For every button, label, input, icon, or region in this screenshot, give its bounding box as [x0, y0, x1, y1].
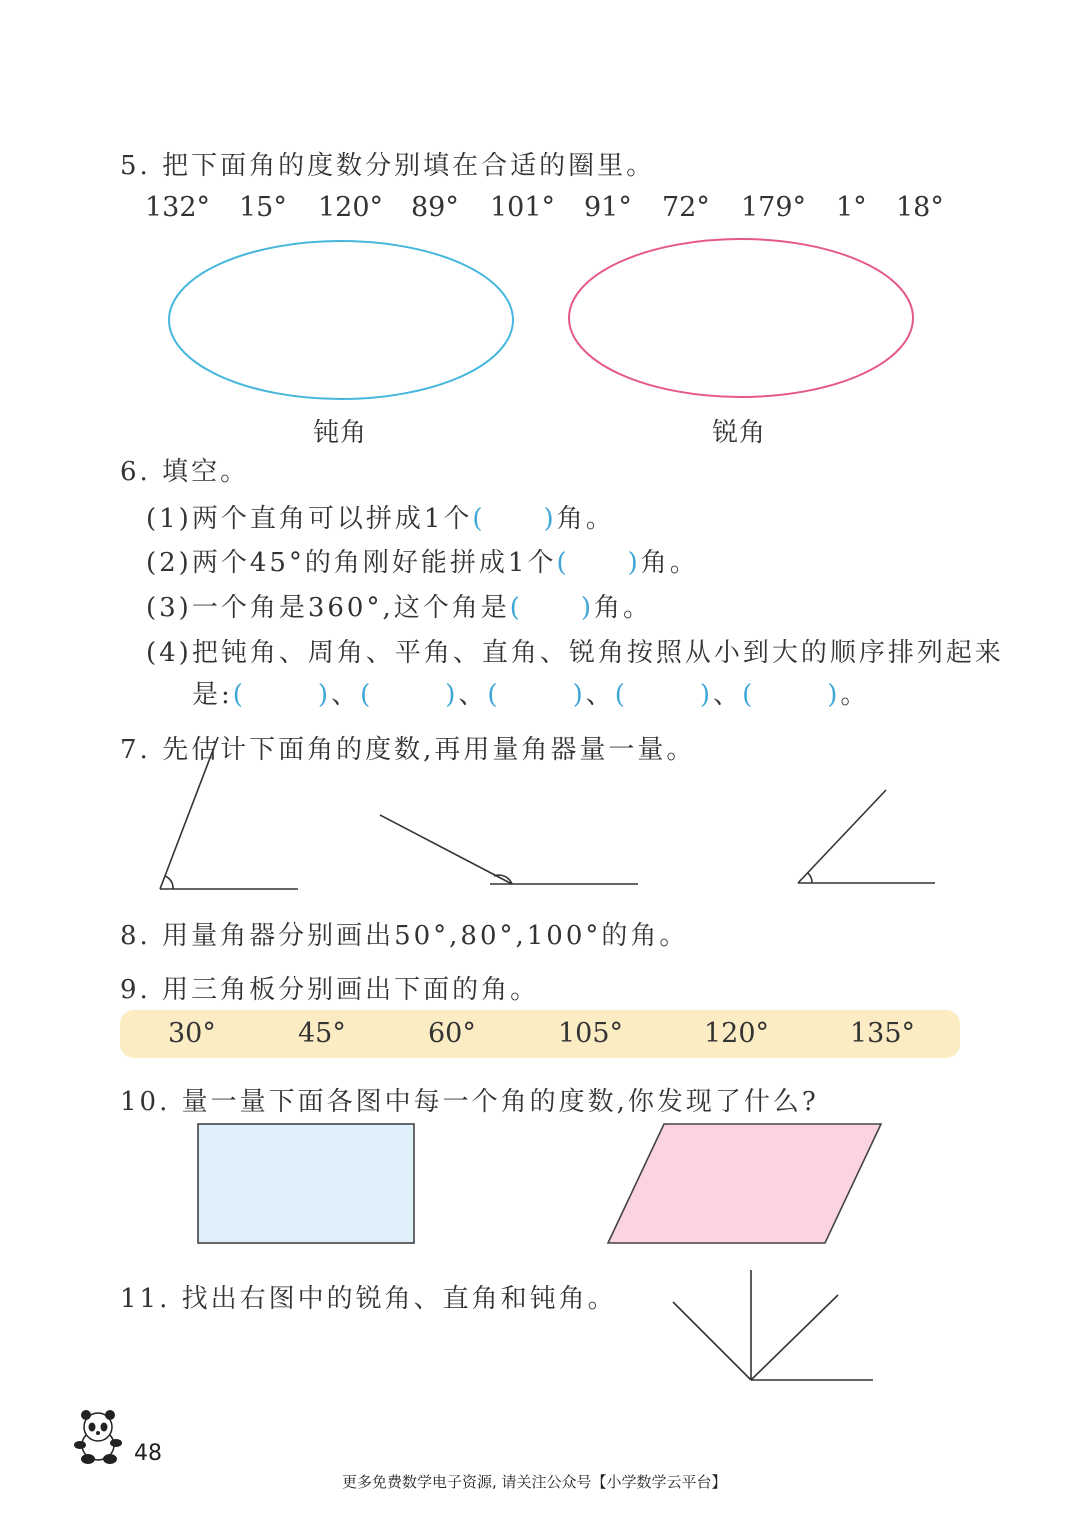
angle-value: 105°: [558, 1018, 624, 1049]
acute-ellipse[interactable]: [569, 239, 913, 397]
blank-open-paren: (: [742, 680, 756, 710]
blank-close-paren: ): [543, 504, 557, 534]
blank-open-paren: (: [614, 680, 628, 710]
blank-open-paren: (: [360, 680, 374, 710]
separator: 、: [585, 680, 615, 710]
blank-close-paren: ): [827, 680, 841, 710]
q7-angle-3: [798, 790, 935, 883]
blank-open-paren: (: [472, 504, 486, 534]
angle-value: 135°: [850, 1018, 916, 1049]
angle-value: 120°: [704, 1018, 770, 1049]
q6-item-4-line2: [192, 674, 869, 711]
blank-close-paren: ): [572, 680, 586, 710]
page-number: 48: [134, 1441, 162, 1466]
q9-angle-band: [120, 1010, 960, 1058]
degree-item: 91°: [584, 192, 632, 223]
q6-item-1-text: (1)两个直角可以拼成1个: [146, 504, 473, 534]
q10-rectangle: [198, 1124, 414, 1243]
degree-item: 1°: [836, 192, 867, 223]
blank-open-paren: (: [556, 548, 570, 578]
angle-value: 30°: [168, 1018, 216, 1049]
obtuse-ellipse[interactable]: [169, 241, 513, 399]
degree-item: 120°: [318, 192, 384, 223]
q6-item-2: [146, 542, 699, 579]
q6-item-3-suffix: 角。: [594, 593, 653, 623]
degree-item: 179°: [741, 192, 807, 223]
blank-open-paren: (: [509, 593, 523, 623]
q10-parallelogram: [608, 1124, 881, 1243]
q11-title: 11. 找出右图中的锐角、直角和钝角。: [120, 1284, 617, 1314]
separator: 、: [331, 680, 361, 710]
degree-item: 101°: [490, 192, 556, 223]
q6-item-3-text: (3)一个角是360°,这个角是: [146, 593, 510, 623]
blank-open-paren: (: [487, 680, 501, 710]
blank-close-paren: ): [699, 680, 714, 710]
obtuse-label: 钝角: [313, 418, 368, 448]
q7-title: 7. 先估计下面角的度数,再用量角器量一量。: [120, 735, 696, 765]
degree-item: 72°: [662, 192, 710, 223]
footer-note: 更多免费数学电子资源, 请关注公众号【小学数学云平台】: [342, 1473, 727, 1491]
q6-item-4-prefix: 是:: [192, 680, 233, 710]
period: 。: [840, 680, 870, 710]
blank-close-paren: ): [580, 593, 595, 623]
q8-title: 8. 用量角器分别画出50°,80°,100°的角。: [120, 921, 689, 951]
q10-title: 10. 量一量下面各图中每一个角的度数,你发现了什么?: [120, 1087, 819, 1117]
blank-open-paren: (: [232, 680, 246, 710]
q6-item-1-suffix: 角。: [556, 504, 615, 534]
blank-close-paren: ): [317, 680, 332, 710]
q6-item-4-line1: (4)把钝角、周角、平角、直角、锐角按照从小到大的顺序排列起来: [146, 638, 1004, 668]
q6-item-1: [146, 498, 615, 535]
separator: 、: [713, 680, 743, 710]
degree-item: 89°: [411, 192, 459, 223]
q6-item-3: [146, 587, 652, 624]
acute-label: 锐角: [712, 418, 767, 448]
panda-mascot-icon: [70, 1407, 126, 1465]
q7-angle-2: [380, 815, 638, 884]
blank-close-paren: ): [627, 548, 641, 578]
q6-title: 6. 填空。: [120, 457, 250, 487]
angle-value: 45°: [298, 1018, 346, 1049]
angle-value: 60°: [428, 1018, 476, 1049]
degree-item: 132°: [145, 192, 211, 223]
blank-close-paren: ): [445, 680, 459, 710]
q11-angle-figure: [673, 1270, 873, 1380]
degree-item: 18°: [896, 192, 944, 223]
q6-item-2-text: (2)两个45°的角刚好能拼成1个: [146, 548, 557, 578]
q6-item-2-suffix: 角。: [640, 548, 699, 578]
q5-title: 5. 把下面角的度数分别填在合适的圈里。: [120, 151, 656, 181]
degree-item: 15°: [239, 192, 287, 223]
q9-title: 9. 用三角板分别画出下面的角。: [120, 975, 540, 1005]
separator: 、: [458, 680, 488, 710]
